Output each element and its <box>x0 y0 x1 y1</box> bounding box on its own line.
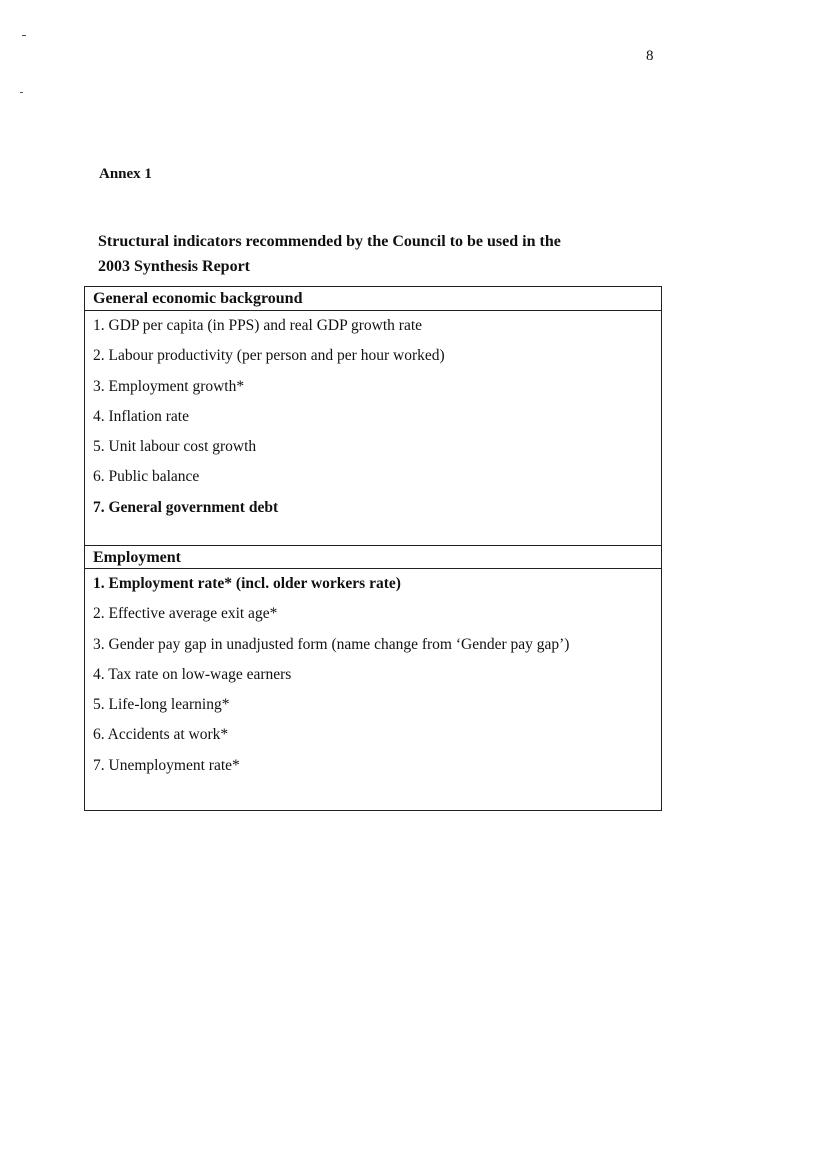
indicator-item: 5. Life-long learning* <box>93 696 230 714</box>
indicator-item: 6. Accidents at work* <box>93 726 229 744</box>
indicator-item: 3. Employment growth* <box>93 377 245 395</box>
indicator-item: 3. Gender pay gap in unadjusted form (name change from ‘Gender pay gap’) <box>93 635 570 653</box>
indicator-item: 2. Effective average exit age* <box>93 605 278 623</box>
indicator-item: 7. Unemployment rate* <box>93 756 240 774</box>
section-header-general-economic-background: General economic background <box>85 287 661 311</box>
report-heading <box>98 229 658 279</box>
scan-speck <box>20 92 23 93</box>
section-header-employment: Employment <box>85 545 661 569</box>
indicator-item: 1. Employment rate* (incl. older workers rate) <box>93 575 401 592</box>
indicator-item: 2. Labour productivity (per person and per hour worked) <box>93 347 445 365</box>
section-body-employment <box>85 569 661 811</box>
page-number: 8 <box>646 48 654 64</box>
annex-title: Annex 1 <box>99 166 152 182</box>
indicator-list <box>85 569 661 785</box>
indicator-item: 7. General government debt <box>93 498 279 516</box>
report-heading-line-2: 2003 Synthesis Report <box>98 258 251 275</box>
indicator-item: 5. Unit labour cost growth <box>93 438 257 456</box>
indicator-item: 1. GDP per capita (in PPS) and real GDP growth rate <box>93 317 423 334</box>
indicator-item: 6. Public balance <box>93 468 200 486</box>
indicator-list <box>85 311 661 527</box>
scan-speck <box>22 35 26 36</box>
report-heading-line-1: Structural indicators recommended by the Council to be used in the <box>98 233 561 250</box>
indicator-item: 4. Tax rate on low-wage earners <box>93 665 292 683</box>
indicator-table <box>84 286 662 811</box>
indicator-item: 4. Inflation rate <box>93 407 189 425</box>
section-body-general-economic-background <box>85 311 661 545</box>
